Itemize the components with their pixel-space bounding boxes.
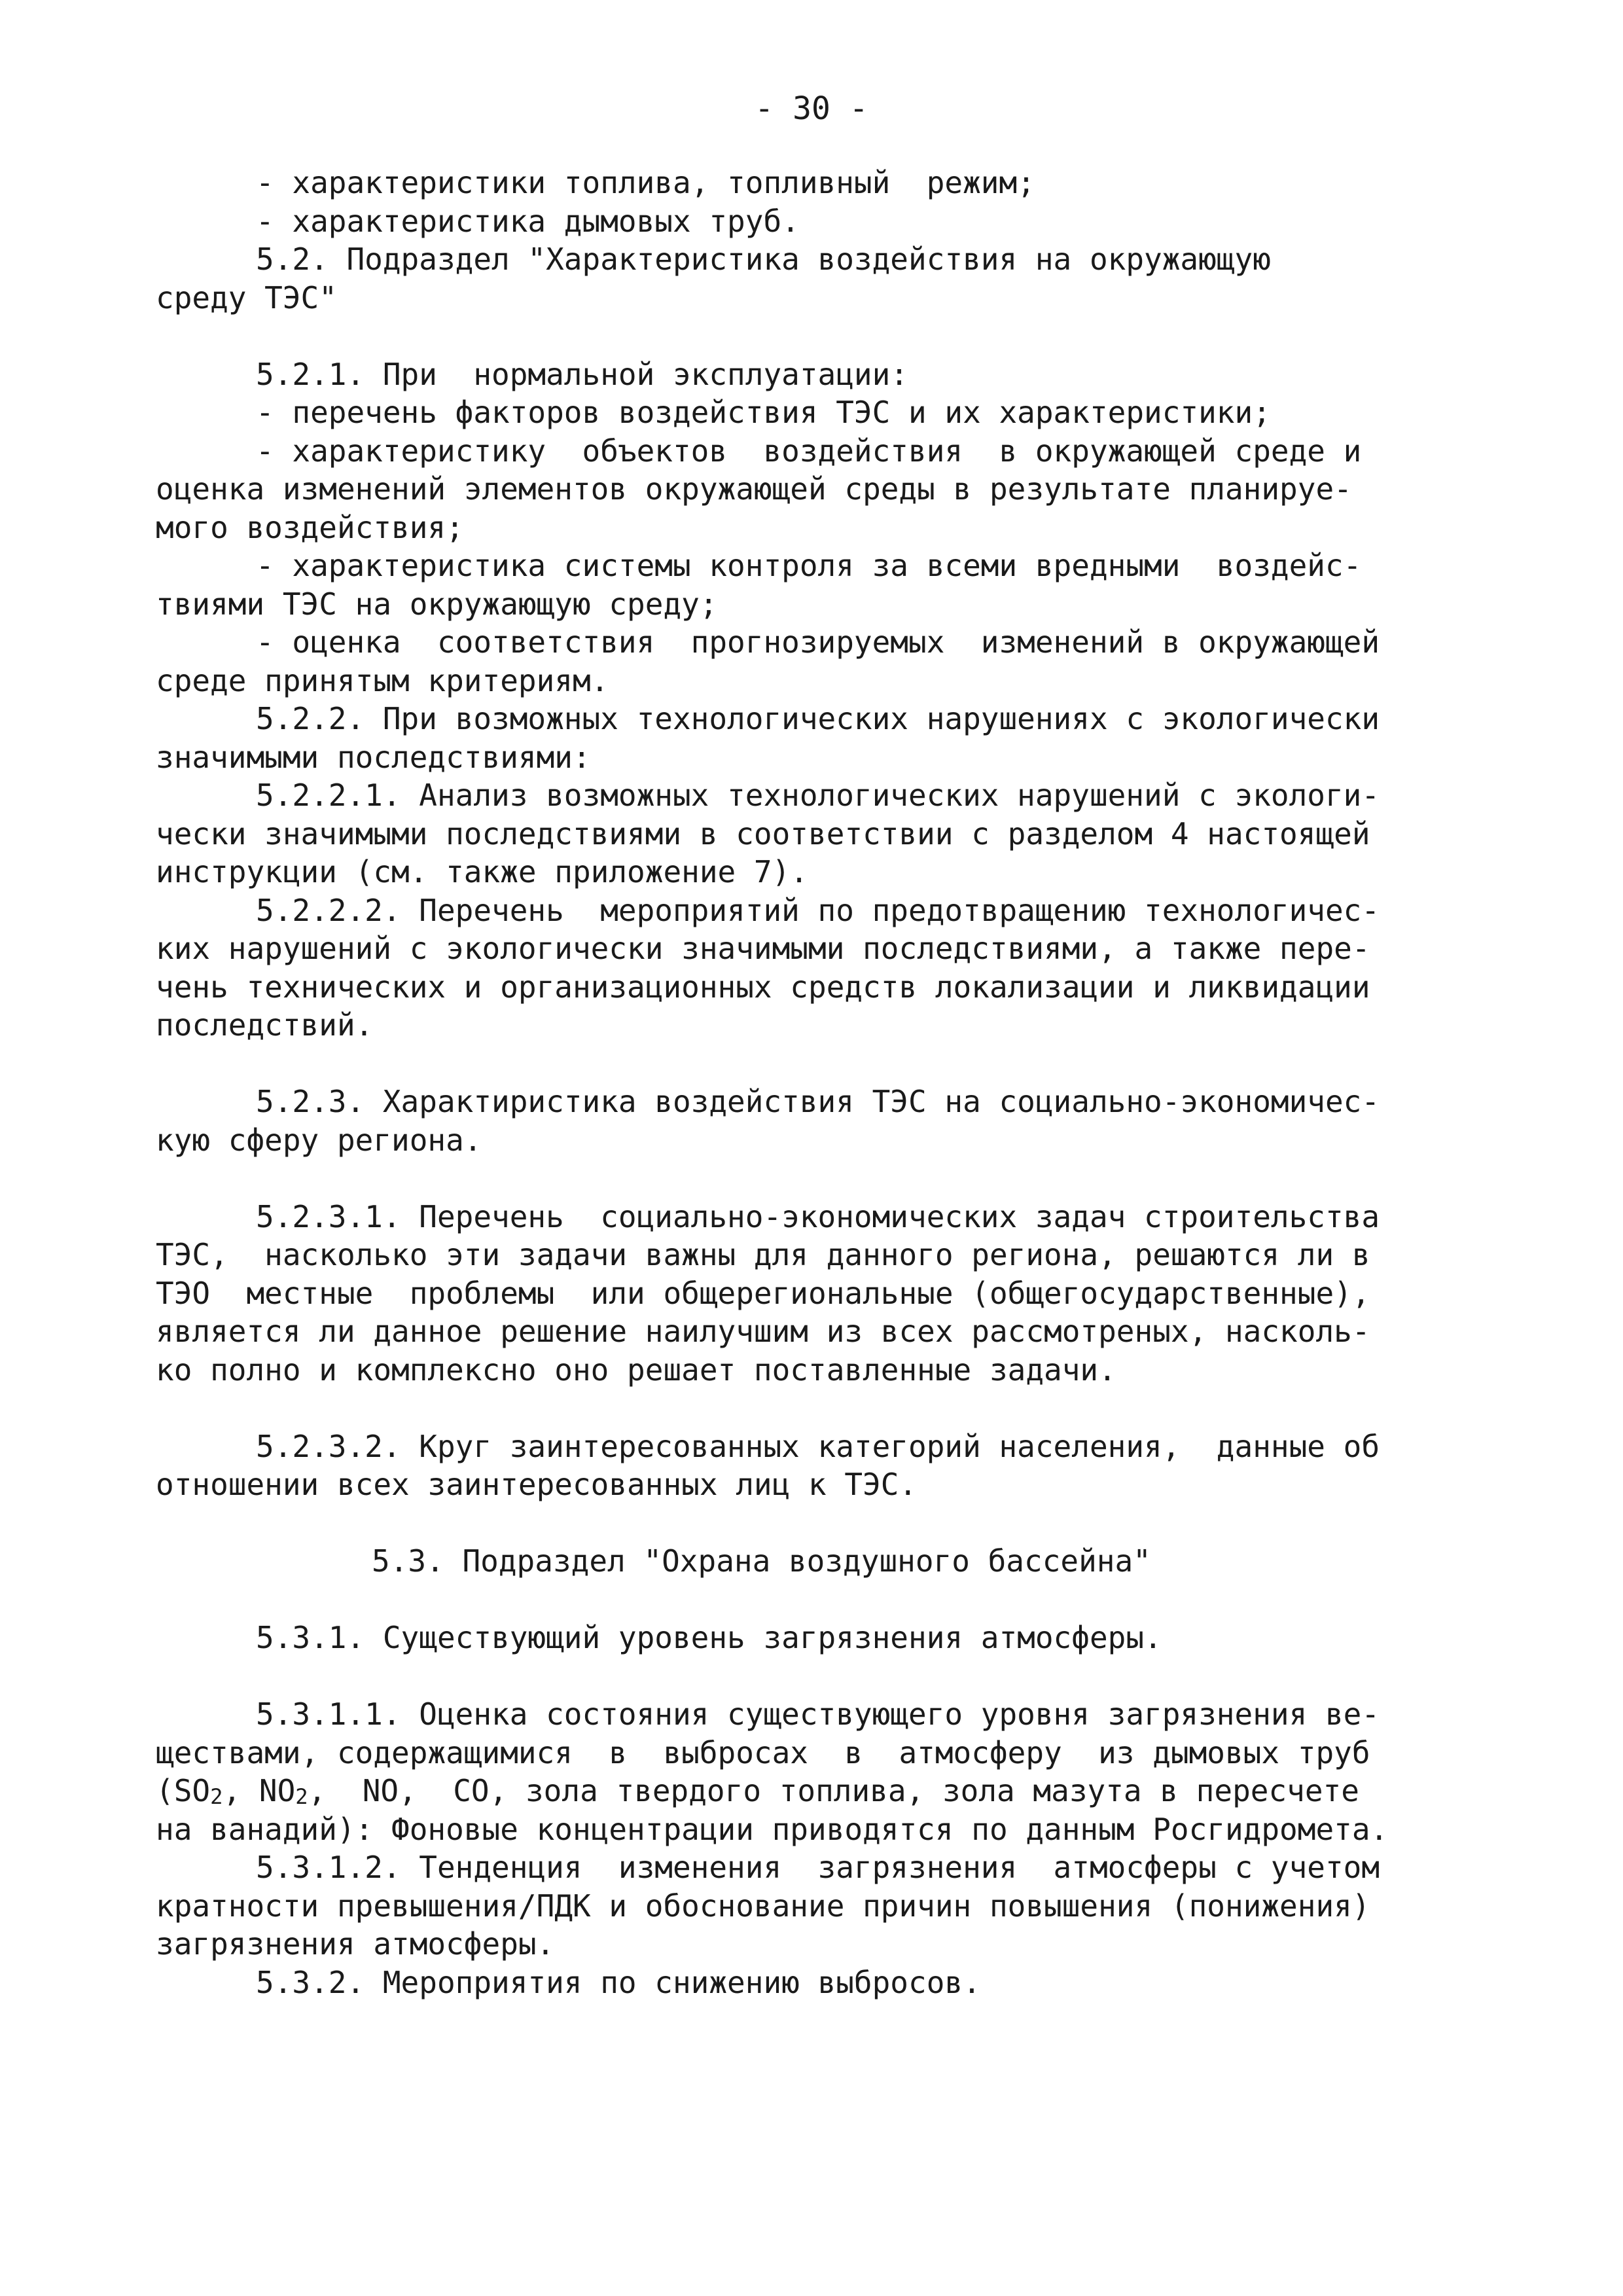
text-line: последствий.: [156, 1007, 374, 1043]
formula-text: , NO, CO, зола твердого топлива, зола мазута в пересчете: [308, 1773, 1359, 1808]
text-line: 5.2.3.2. Круг заинтересованных категорий населения, данные об: [256, 1428, 1380, 1464]
document-body: [156, 164, 1474, 2001]
text-line: оценка изменений элементов окружающей среды в результате планируе-: [156, 471, 1352, 507]
text-line: загрязнения атмосферы.: [156, 1926, 555, 1962]
text-line: ТЭО местные проблемы или общерегиональные (общегосударственные),: [156, 1275, 1370, 1311]
text-line: инструкции (см. также приложение 7).: [156, 854, 808, 889]
text-line: ко полно и комплексно оно решает поставленные задачи.: [156, 1352, 1116, 1388]
text-line: мого воздействия;: [156, 509, 464, 545]
subscript: 2: [210, 1784, 223, 1809]
text-line: на ванадий): Фоновые концентрации приводятся по данным Росгидромета.: [156, 1811, 1389, 1847]
blank-line: [156, 1045, 1474, 1083]
text-line: ТЭС, насколько эти задачи важны для данного региона, решаются ли в: [156, 1237, 1370, 1272]
page-number: - 30 -: [755, 90, 868, 127]
text-line: - перечень факторов воздействия ТЭС и их характеристики;: [256, 395, 1271, 430]
text-line: - оценка соответствия прогнозируемых изменений в окружающей: [256, 624, 1380, 660]
text-line: - характеристика дымовых труб.: [256, 203, 800, 239]
blank-line: [156, 317, 1474, 355]
text-line: 5.3.1.1. Оценка состояния существующего уровня загрязнения ве-: [256, 1696, 1380, 1732]
text-line: 5.2.2. При возможных технологических нарушениях с экологически: [256, 701, 1380, 736]
section-heading: 5.3. Подраздел "Охрана воздушного бассейна": [372, 1543, 1151, 1579]
text-line-formulas: [156, 1772, 1474, 1810]
text-line: среде принятым критериям.: [156, 662, 609, 698]
text-line: чень технических и организационных средств локализации и ликвидации: [156, 969, 1370, 1005]
text-line: - характеристики топлива, топливный режим;: [256, 165, 1035, 200]
blank-line: [156, 1657, 1474, 1696]
text-line: 5.3.1.2. Тенденция изменения загрязнения атмосферы с учетом: [256, 1850, 1380, 1885]
text-line: 5.2.2.1. Анализ возможных технологических нарушений с экологи-: [256, 778, 1380, 813]
blank-line: [156, 1159, 1474, 1198]
text-line: кую сферу региона.: [156, 1122, 482, 1158]
formula-text: (SO: [156, 1773, 211, 1808]
text-line: - характеристика системы контроля за всеми вредными воздейс-: [256, 548, 1362, 583]
text-line: кратности превышения/ПДК и обоснование причин повышения (понижения): [156, 1888, 1370, 1924]
text-line: ких нарушений с экологически значимыми последствиями, а также пере-: [156, 931, 1370, 966]
text-line: 5.3.2. Мероприятия по снижению выбросов.: [256, 1964, 981, 2000]
text-line: твиями ТЭС на окружающую среду;: [156, 586, 718, 622]
blank-line: [156, 1504, 1474, 1543]
blank-line: [156, 1389, 1474, 1427]
formula-text: , NO: [223, 1773, 296, 1808]
text-line: 5.2.1. При нормальной эксплуатации:: [256, 356, 908, 392]
section-heading-continued: среду ТЭС": [156, 279, 337, 315]
text-line: чески значимыми последствиями в соответствии с разделом 4 настоящей: [156, 816, 1370, 852]
text-line: является ли данное решение наилучшим из всех рассмотреных, насколь-: [156, 1314, 1370, 1349]
text-line: - характеристику объектов воздействия в окружающей среде и: [256, 433, 1362, 469]
text-line: значимыми последствиями:: [156, 739, 591, 775]
text-line: отношении всех заинтересованных лиц к ТЭС.: [156, 1467, 918, 1502]
text-line: 5.2.3. Характиристика воздействия ТЭС на социально-экономичес-: [256, 1084, 1380, 1119]
text-line: 5.2.2.2. Перечень мероприятий по предотвращению технологичес-: [256, 892, 1380, 928]
section-heading: 5.2. Подраздел "Характеристика воздействия на окружающую: [256, 242, 1271, 277]
text-line: ществами, содержащимися в выбросах в атмосферу из дымовых труб: [156, 1734, 1370, 1770]
text-line: 5.2.3.1. Перечень социально-экономических задач строительства: [256, 1198, 1380, 1234]
blank-line: [156, 1581, 1474, 1619]
text-line: 5.3.1. Существующий уровень загрязнения атмосферы.: [256, 1620, 1162, 1655]
subscript: 2: [295, 1784, 308, 1809]
